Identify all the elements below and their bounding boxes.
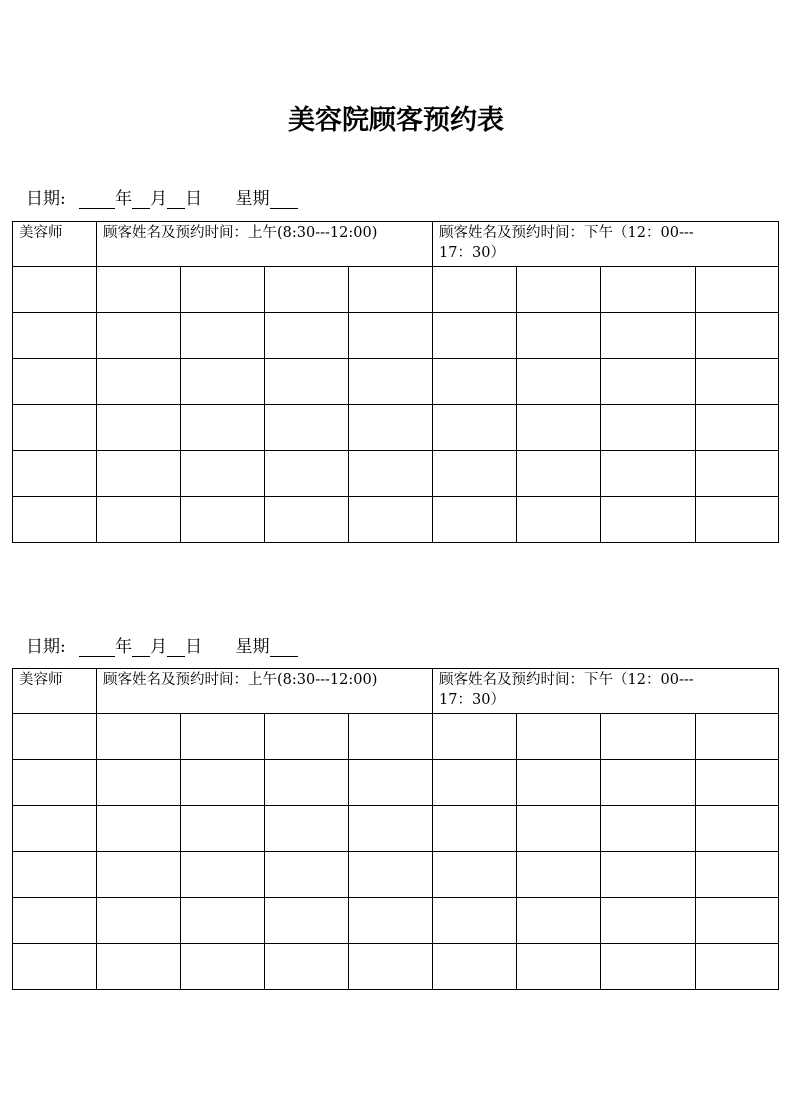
day-label: 日	[185, 189, 203, 209]
table-cell[interactable]	[696, 898, 779, 944]
table-row	[13, 714, 779, 760]
table-cell[interactable]	[433, 944, 517, 990]
table-row	[13, 405, 779, 451]
day-blank[interactable]	[167, 639, 185, 657]
table-row	[13, 267, 779, 313]
table-row	[13, 313, 779, 359]
table-cell[interactable]	[517, 760, 601, 806]
table-cell[interactable]	[696, 760, 779, 806]
table-cell[interactable]	[433, 451, 517, 497]
table-cell[interactable]	[181, 359, 265, 405]
table-cell[interactable]	[601, 944, 696, 990]
table-cell[interactable]	[97, 313, 181, 359]
table-cell[interactable]	[517, 898, 601, 944]
table-cell[interactable]	[13, 944, 97, 990]
table-cell[interactable]	[13, 313, 97, 359]
table-cell[interactable]	[181, 714, 265, 760]
table-cell[interactable]	[181, 852, 265, 898]
table-cell[interactable]	[97, 852, 181, 898]
table-cell[interactable]	[181, 806, 265, 852]
month-label: 月	[150, 189, 168, 209]
table-cell[interactable]	[265, 359, 349, 405]
table-cell[interactable]	[181, 898, 265, 944]
table-cell[interactable]	[517, 806, 601, 852]
table-cell[interactable]	[181, 451, 265, 497]
table-cell[interactable]	[696, 313, 779, 359]
table-cell[interactable]	[517, 497, 601, 543]
weekday-label: 星期	[235, 637, 270, 657]
table-cell[interactable]	[349, 405, 433, 451]
table-cell[interactable]	[601, 806, 696, 852]
table-cell[interactable]	[97, 760, 181, 806]
table-row	[13, 760, 779, 806]
table-cell[interactable]	[13, 714, 97, 760]
table-cell[interactable]	[433, 267, 517, 313]
table-cell[interactable]	[13, 806, 97, 852]
table-cell[interactable]	[349, 267, 433, 313]
table-cell[interactable]	[601, 313, 696, 359]
table-cell[interactable]	[13, 359, 97, 405]
table-cell[interactable]	[265, 313, 349, 359]
appointment-table	[12, 668, 779, 990]
weekday-label: 星期	[235, 189, 270, 209]
table-cell[interactable]	[433, 359, 517, 405]
header-afternoon: 顾客姓名及预约时间：下午（12：00--- 17：30）	[433, 222, 779, 267]
date-line	[26, 189, 298, 209]
table-cell[interactable]	[517, 405, 601, 451]
table-row	[13, 944, 779, 990]
table-cell[interactable]	[97, 451, 181, 497]
table-header-row	[13, 222, 779, 267]
table-cell[interactable]	[696, 267, 779, 313]
header-staff: 美容师	[13, 222, 97, 267]
table-cell[interactable]	[349, 497, 433, 543]
table-header-row	[13, 669, 779, 714]
table-cell[interactable]	[265, 405, 349, 451]
header-afternoon: 顾客姓名及预约时间：下午（12：00--- 17：30）	[433, 669, 779, 714]
table-cell[interactable]	[433, 760, 517, 806]
table-cell[interactable]	[181, 313, 265, 359]
month-blank[interactable]	[132, 639, 150, 657]
date-label: 日期:	[26, 189, 66, 209]
table-cell[interactable]	[433, 806, 517, 852]
appointment-table	[12, 221, 779, 543]
page-title: 美容院顾客预约表	[288, 105, 504, 136]
table-cell[interactable]	[97, 714, 181, 760]
table-cell[interactable]	[696, 852, 779, 898]
table-cell[interactable]	[349, 806, 433, 852]
table-cell[interactable]	[13, 405, 97, 451]
table-cell[interactable]	[601, 267, 696, 313]
table-row	[13, 806, 779, 852]
table-row	[13, 451, 779, 497]
table-cell[interactable]	[181, 267, 265, 313]
table-cell[interactable]	[265, 497, 349, 543]
header-staff: 美容师	[13, 669, 97, 714]
table-cell[interactable]	[265, 898, 349, 944]
table-cell[interactable]	[349, 898, 433, 944]
table-cell[interactable]	[13, 451, 97, 497]
table-cell[interactable]	[601, 359, 696, 405]
table-cell[interactable]	[97, 359, 181, 405]
table-cell[interactable]	[13, 267, 97, 313]
table-cell[interactable]	[265, 852, 349, 898]
table-cell[interactable]	[349, 451, 433, 497]
year-label: 年	[115, 637, 133, 657]
table-cell[interactable]	[265, 806, 349, 852]
table-cell[interactable]	[601, 760, 696, 806]
table-cell[interactable]	[517, 451, 601, 497]
table-cell[interactable]	[349, 944, 433, 990]
table-cell[interactable]	[433, 852, 517, 898]
year-label: 年	[115, 189, 133, 209]
table-cell[interactable]	[13, 898, 97, 944]
table-cell[interactable]	[433, 405, 517, 451]
table-cell[interactable]	[97, 497, 181, 543]
table-cell[interactable]	[696, 451, 779, 497]
table-cell[interactable]	[601, 405, 696, 451]
table-cell[interactable]	[601, 451, 696, 497]
table-cell[interactable]	[517, 852, 601, 898]
table-cell[interactable]	[433, 714, 517, 760]
day-blank[interactable]	[167, 191, 185, 209]
table-cell[interactable]	[696, 806, 779, 852]
table-cell[interactable]	[349, 714, 433, 760]
table-cell[interactable]	[517, 313, 601, 359]
table-cell[interactable]	[433, 497, 517, 543]
table-cell[interactable]	[181, 405, 265, 451]
table-cell[interactable]	[97, 806, 181, 852]
table-cell[interactable]	[265, 714, 349, 760]
table-cell[interactable]	[517, 944, 601, 990]
table-cell[interactable]	[13, 760, 97, 806]
month-label: 月	[150, 637, 168, 657]
table-row	[13, 359, 779, 405]
table-cell[interactable]	[13, 497, 97, 543]
table-cell[interactable]	[517, 359, 601, 405]
table-cell[interactable]	[13, 852, 97, 898]
header-morning: 顾客姓名及预约时间：上午(8:30---12:00)	[97, 669, 433, 714]
table-cell[interactable]	[601, 898, 696, 944]
table-cell[interactable]	[181, 760, 265, 806]
table-row	[13, 497, 779, 543]
table-cell[interactable]	[696, 714, 779, 760]
table-cell[interactable]	[97, 898, 181, 944]
table-cell[interactable]	[517, 267, 601, 313]
date-line	[26, 637, 298, 657]
table-cell[interactable]	[265, 760, 349, 806]
table-cell[interactable]	[696, 359, 779, 405]
year-blank[interactable]	[79, 639, 115, 657]
table-cell[interactable]	[696, 405, 779, 451]
header-morning: 顾客姓名及预约时间：上午(8:30---12:00)	[97, 222, 433, 267]
table-cell[interactable]	[433, 313, 517, 359]
table-cell[interactable]	[601, 852, 696, 898]
table-cell[interactable]	[181, 944, 265, 990]
table-cell[interactable]	[696, 944, 779, 990]
table-row	[13, 898, 779, 944]
year-blank[interactable]	[79, 191, 115, 209]
weekday-blank[interactable]	[270, 639, 298, 657]
table-cell[interactable]	[265, 451, 349, 497]
date-label: 日期:	[26, 637, 66, 657]
table-cell[interactable]	[601, 714, 696, 760]
table-cell[interactable]	[97, 944, 181, 990]
table-cell[interactable]	[517, 714, 601, 760]
table-cell[interactable]	[433, 898, 517, 944]
table-cell[interactable]	[601, 497, 696, 543]
table-cell[interactable]	[349, 852, 433, 898]
table-cell[interactable]	[265, 944, 349, 990]
table-cell[interactable]	[349, 760, 433, 806]
month-blank[interactable]	[132, 191, 150, 209]
day-label: 日	[185, 637, 203, 657]
table-cell[interactable]	[696, 497, 779, 543]
table-cell[interactable]	[349, 359, 433, 405]
table-cell[interactable]	[349, 313, 433, 359]
table-cell[interactable]	[97, 267, 181, 313]
table-cell[interactable]	[181, 497, 265, 543]
table-cell[interactable]	[97, 405, 181, 451]
table-row	[13, 852, 779, 898]
weekday-blank[interactable]	[270, 191, 298, 209]
table-cell[interactable]	[265, 267, 349, 313]
